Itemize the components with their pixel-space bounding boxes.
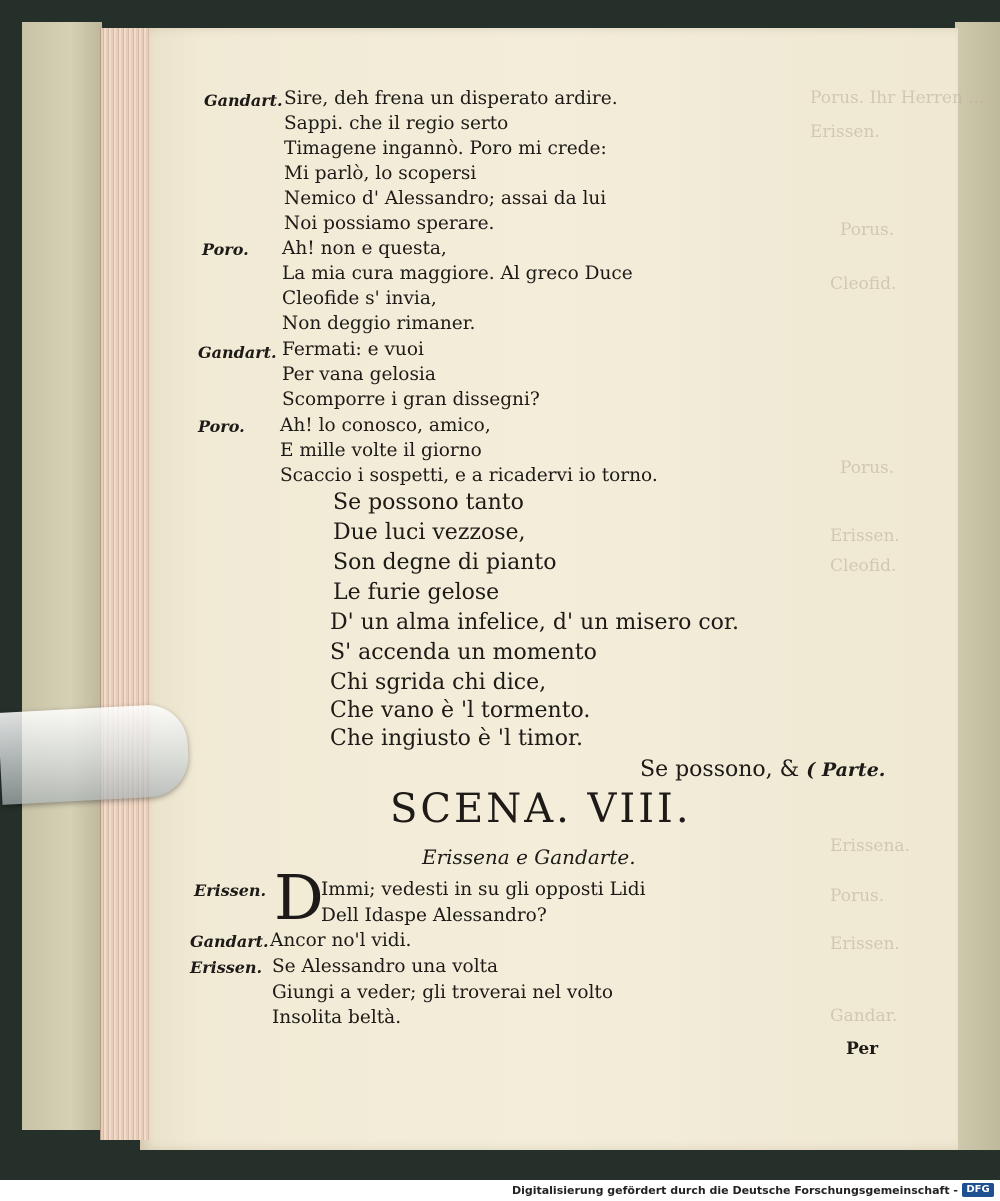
verse-line: Mi parlò, lo scopersi <box>284 163 477 184</box>
exit-line <box>640 757 885 782</box>
verse-line: La mia cura maggiore. Al greco Duce <box>282 263 633 284</box>
speaker-label: Poro. <box>198 417 245 436</box>
verse-line: Dell Idaspe Alessandro? <box>321 905 547 926</box>
speaker-label: Erissen. <box>194 881 267 900</box>
aria-line: Chi sgrida chi dice, <box>330 670 547 695</box>
aria-line: Le furie gelose <box>333 580 500 605</box>
verse-line: Ah! non e questa, <box>282 238 447 259</box>
verse-line: Timagene ingannò. Poro mi crede: <box>284 138 607 159</box>
speaker-label: Gandart. <box>190 932 269 951</box>
book-page: Porus. Ihr Herren ... Erissen. Porus. Cleofid. Porus. Erissen. Cleofid. Erissena. Porus. Erissen. Gandar. Gandart. Poro. Gandart. Poro. Sire, deh frena un disperato ardire. Sappi. che il regio serto Timagene ingannò. Poro mi crede: Mi parlò, lo scopersi Nemico d' Alessandro; assai da lui Noi possiamo sperare. Ah! non e questa, La mia cura maggiore. Al greco Duce Cleofide s' invia, Non deggio rimaner. Fermati: e vuoi Per vana gelosia Scomporre i gran dissegni? Ah! lo conosco, amico, E mille volte il giorno Scaccio i sospetti, e a ricadervi io torno. Se possono tanto Due luci vezzose, Son degne di pianto Le furie gelose D' un alma infelice, d' un misero cor. S' accenda un momento Chi sgrida chi dice, Che vano è 'l tormento. Che ingiusto è 'l timor. Se possono, & ( Parte. SCENA. VIII. Erissena e Gandarte. Erissen. D Immi; vedesti in su gli opposti Lidi Dell Idaspe Alessandro? Gandart. Ancor no'l vidi. Erissen. Se Alessandro una volta Giungi a veder; gli troverai nel volto Insolita beltà. Per <box>140 28 958 1150</box>
dfg-logo: DFG <box>962 1183 994 1197</box>
drop-cap: D <box>274 861 324 934</box>
aria-line: Che vano è 'l tormento. <box>330 698 591 723</box>
verse-line: Per vana gelosia <box>282 364 436 385</box>
verse-line: Cleofide s' invia, <box>282 288 437 309</box>
aria-line: S' accenda un momento <box>330 640 597 665</box>
verse-line: Scomporre i gran dissegni? <box>282 389 540 410</box>
speaker-label: Erissen. <box>190 958 263 977</box>
verse-line: Ah! lo conosco, amico, <box>280 415 491 436</box>
speaker-label: Gandart. <box>198 343 277 362</box>
page-holder-clip <box>0 703 190 805</box>
facing-page-edge <box>955 22 1000 1150</box>
verse-line: Sire, deh frena un disperato ardire. <box>284 88 618 109</box>
verse-line: E mille volte il giorno <box>280 440 482 461</box>
aria-line: D' un alma infelice, d' un misero cor. <box>330 610 739 635</box>
aria-line: Son degne di pianto <box>333 550 557 575</box>
aria-line: Se possono tanto <box>333 490 524 515</box>
scene-subtitle: Erissena e Gandarte. <box>422 845 636 869</box>
book-cover-board <box>22 22 102 1130</box>
verse-line: Scaccio i sospetti, e a ricadervi io torno. <box>280 465 658 486</box>
verse-line: Giungi a veder; gli troverai nel volto <box>272 982 614 1003</box>
footer-bar <box>0 1180 1000 1201</box>
catchword: Per <box>846 1039 879 1059</box>
aria-line: Due luci vezzose, <box>333 520 526 545</box>
verse-line: Immi; vedesti in su gli opposti Lidi <box>321 879 646 900</box>
verse-line: Insolita beltà. <box>272 1007 402 1028</box>
speaker-label: Gandart. <box>204 91 283 110</box>
verse-line: Noi possiamo sperare. <box>284 213 495 234</box>
verse-line: Non deggio rimaner. <box>282 313 476 334</box>
verse-line: Se Alessandro una volta <box>272 956 499 977</box>
exit-stage-direction: ( Parte. <box>806 759 886 781</box>
verse-line: Nemico d' Alessandro; assai da lui <box>284 188 607 209</box>
scene-title: SCENA. VIII. <box>390 786 692 832</box>
speaker-label: Poro. <box>202 240 249 259</box>
exit-line-text: Se possono, & <box>640 757 800 782</box>
verse-line: Sappi. che il regio serto <box>284 113 509 134</box>
aria-line: Che ingiusto è 'l timor. <box>330 726 584 751</box>
page-edges <box>100 28 149 1140</box>
verse-line: Ancor no'l vidi. <box>270 930 412 951</box>
verse-line: Fermati: e vuoi <box>282 339 424 360</box>
footer-credit: Digitalisierung gefördert durch die Deutsche Forschungsgemeinschaft - <box>511 1184 958 1197</box>
